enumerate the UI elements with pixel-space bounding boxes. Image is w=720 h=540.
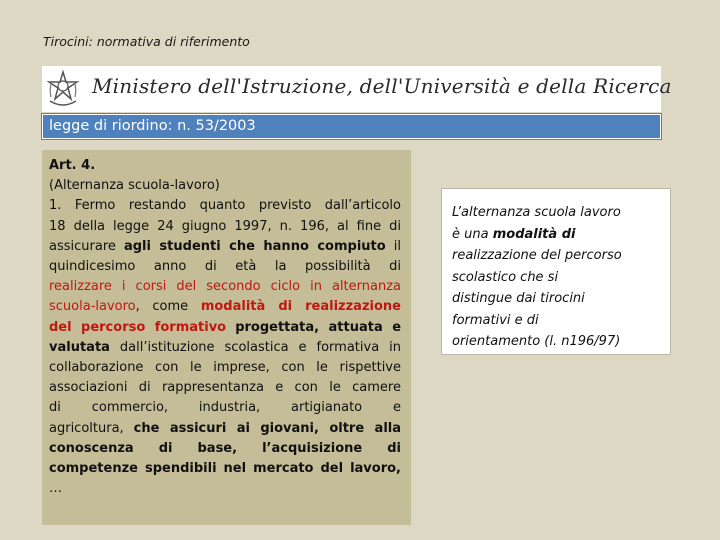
article-box — [42, 150, 411, 525]
ministry-name: Ministero dell'Istruzione, dell'Università e della Ricerca — [92, 74, 672, 98]
article-text — [49, 156, 401, 499]
note-line: orientamento (l. n196/97) — [452, 334, 621, 349]
article-line: (Alternanza scuola-lavoro) — [49, 178, 220, 194]
note-box — [441, 188, 671, 355]
note-line: distingue dai tirocini — [452, 291, 585, 306]
article-line: scuola-lavoro, come modalità di realizzazione — [49, 299, 401, 315]
republic-emblem-icon — [46, 69, 80, 107]
article-line: quindicesimo anno di età la possibilità di — [49, 259, 401, 275]
note-line: scolastico che si — [452, 269, 559, 285]
page-title: Tirocini: normativa di riferimento — [43, 34, 250, 49]
article-line: competenze spendibili nel mercato del lavoro, — [49, 461, 401, 477]
article-line: assicurare agli studenti che hanno compiuto il — [49, 238, 402, 254]
article-line: conoscenza di base, l’acquisizione di — [49, 440, 401, 456]
article-line: associazioni di rappresentanza e con le camere — [49, 380, 401, 396]
law-bar-text: legge di riordino: n. 53/2003 — [49, 118, 256, 134]
article-line: del percorso formativo progettata, attuata e — [49, 319, 402, 335]
note-line: L’alternanza scuola lavoro — [452, 205, 621, 220]
article-line: 1. Fermo restando quanto previsto dall’articolo — [49, 198, 401, 214]
article-line: 18 della legge 24 giugno 1997, n. 196, al fine di — [49, 218, 401, 234]
article-line: collaborazione con le imprese, con le rispettive — [49, 360, 401, 376]
article-line: realizzare i corsi del secondo ciclo in alternanza — [49, 279, 401, 295]
article-line: … — [49, 481, 62, 497]
article-line: di commercio, industria, artigianato e — [49, 400, 401, 416]
note-text — [452, 202, 664, 353]
note-line: è una modalità di — [452, 226, 576, 242]
article-line: Art. 4. — [49, 158, 96, 173]
note-line: realizzazione del percorso — [452, 248, 622, 263]
article-line: valutata dall’istituzione scolastica e formativa in — [49, 339, 401, 355]
ministry-banner — [42, 66, 672, 112]
note-line: formativi e di — [452, 312, 539, 328]
law-bar — [42, 114, 661, 139]
article-line: agricoltura, che assicuri ai giovani, oltre alla — [49, 420, 401, 436]
